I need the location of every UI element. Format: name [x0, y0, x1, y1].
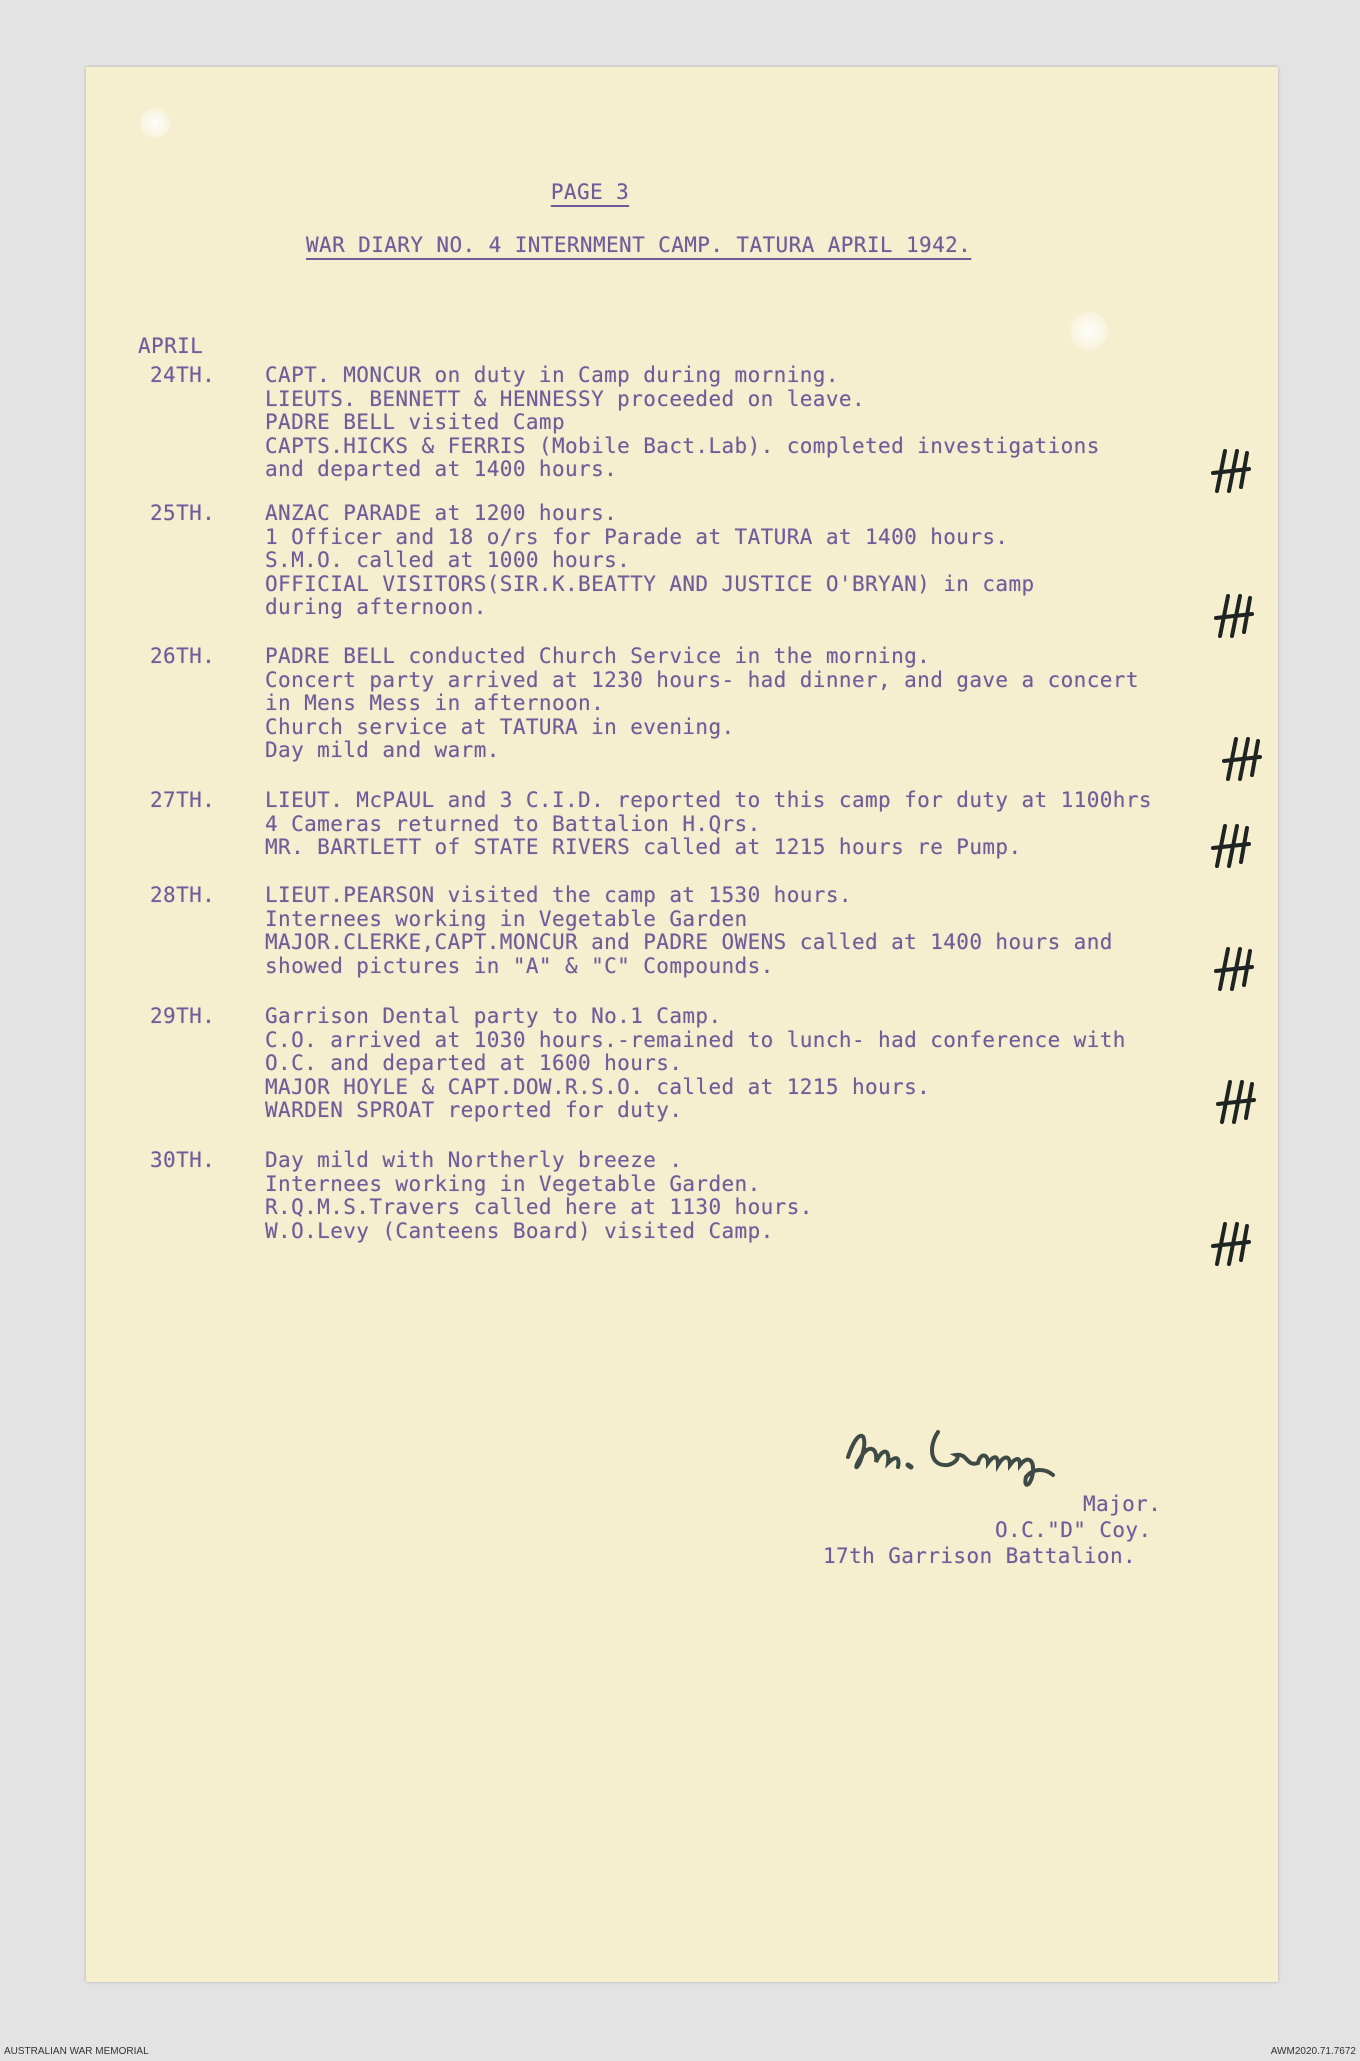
paper-blemish [1070, 312, 1108, 350]
entry-line: Day mild and warm. [265, 738, 500, 762]
entry-date: 24TH. [150, 363, 216, 387]
page-title: WAR DIARY NO. 4 INTERNMENT CAMP. TATURA APRIL 1942. [306, 233, 972, 257]
entry-line: Concert party arrived at 1230 hours- had dinner, and gave a concert [265, 667, 1139, 692]
entry-date: 30TH. [150, 1148, 216, 1172]
entry-line: PADRE BELL conducted Church Service in the morning. [265, 644, 931, 668]
entry-line: Garrison Dental party to No.1 Camp. [265, 1004, 722, 1028]
entry-line: O.C. and departed at 1600 hours. [265, 1051, 683, 1075]
initials-mark [1207, 447, 1253, 493]
initials-mark [1207, 822, 1253, 868]
entry-date: 26TH. [150, 644, 216, 668]
entry-date: 27TH. [150, 788, 216, 812]
month-heading: APRIL [138, 334, 204, 358]
entry-line: LIEUT. McPAUL and 3 C.I.D. reported to this camp for duty at 1100hrs [265, 788, 1152, 812]
entry-line: OFFICIAL VISITORS(SIR.K.BEATTY AND JUSTICE O'BRYAN) in camp [265, 571, 1035, 596]
entry-line: S.M.O. called at 1000 hours. [265, 548, 631, 572]
entry-line: CAPTS.HICKS & FERRIS (Mobile Bact.Lab). completed investigations [265, 433, 1100, 458]
entry-date: 25TH. [150, 501, 216, 525]
signature-unit: O.C."D" Coy. [995, 1518, 1152, 1542]
entry-line: ANZAC PARADE at 1200 hours. [265, 501, 618, 525]
signature-battalion: 17th Garrison Battalion. [823, 1544, 1137, 1568]
entry-line: LIEUTS. BENNETT & HENNESSY proceeded on leave. [265, 386, 865, 411]
initials-mark [1218, 735, 1264, 781]
entry-line: Internees working in Vegetable Garden. [265, 1171, 761, 1196]
footer-accession-number: AWM2020.71.7672 [1270, 2046, 1356, 2057]
entry-line: and departed at 1400 hours. [265, 457, 618, 481]
entry-line: MAJOR HOYLE & CAPT.DOW.R.S.O. called at 1215 hours. [265, 1074, 931, 1099]
entry-line: MAJOR.CLERKE,CAPT.MONCUR and PADRE OWENS called at 1400 hours and [265, 930, 1113, 954]
entry-line: showed pictures in "A" & "C" Compounds. [265, 953, 774, 978]
initials-mark [1210, 945, 1256, 991]
entry-line: in Mens Mess in afternoon. [265, 691, 605, 715]
entry-line: 4 Cameras returned to Battalion H.Qrs. [265, 811, 761, 836]
signature-rank: Major. [1083, 1492, 1162, 1516]
entry-line: R.Q.M.S.Travers called here at 1130 hours. [265, 1195, 813, 1219]
entry-date: 29TH. [150, 1004, 216, 1028]
paper-blemish [140, 108, 170, 138]
handwritten-signature [838, 1417, 1108, 1497]
entry-line: LIEUT.PEARSON visited the camp at 1530 hours. [265, 883, 852, 907]
initials-mark [1212, 1078, 1258, 1124]
initials-mark [1207, 1220, 1253, 1266]
entry-line: C.O. arrived at 1030 hours.-remained to lunch- had conference with [265, 1027, 1126, 1052]
entry-line: Internees working in Vegetable Garden [265, 906, 748, 931]
entry-line: WARDEN SPROAT reported for duty. [265, 1098, 683, 1122]
page-label: PAGE 3 [550, 180, 630, 204]
entry-line: W.O.Levy (Canteens Board) visited Camp. [265, 1218, 774, 1243]
entry-line: 1 Officer and 18 o/rs for Parade at TATURA at 1400 hours. [265, 524, 1009, 549]
entry-line: Day mild with Northerly breeze . [265, 1148, 683, 1172]
footer-source: AUSTRALIAN WAR MEMORIAL [4, 2046, 149, 2057]
entry-line: during afternoon. [265, 595, 487, 619]
entry-line: CAPT. MONCUR on duty in Camp during morning. [265, 363, 839, 387]
entry-line: MR. BARTLETT of STATE RIVERS called at 1215 hours re Pump. [265, 835, 1022, 859]
entry-line: Church service at TATURA in evening. [265, 714, 735, 739]
entry-line: PADRE BELL visited Camp [265, 410, 565, 434]
initials-mark [1210, 592, 1256, 638]
entry-date: 28TH. [150, 883, 216, 907]
